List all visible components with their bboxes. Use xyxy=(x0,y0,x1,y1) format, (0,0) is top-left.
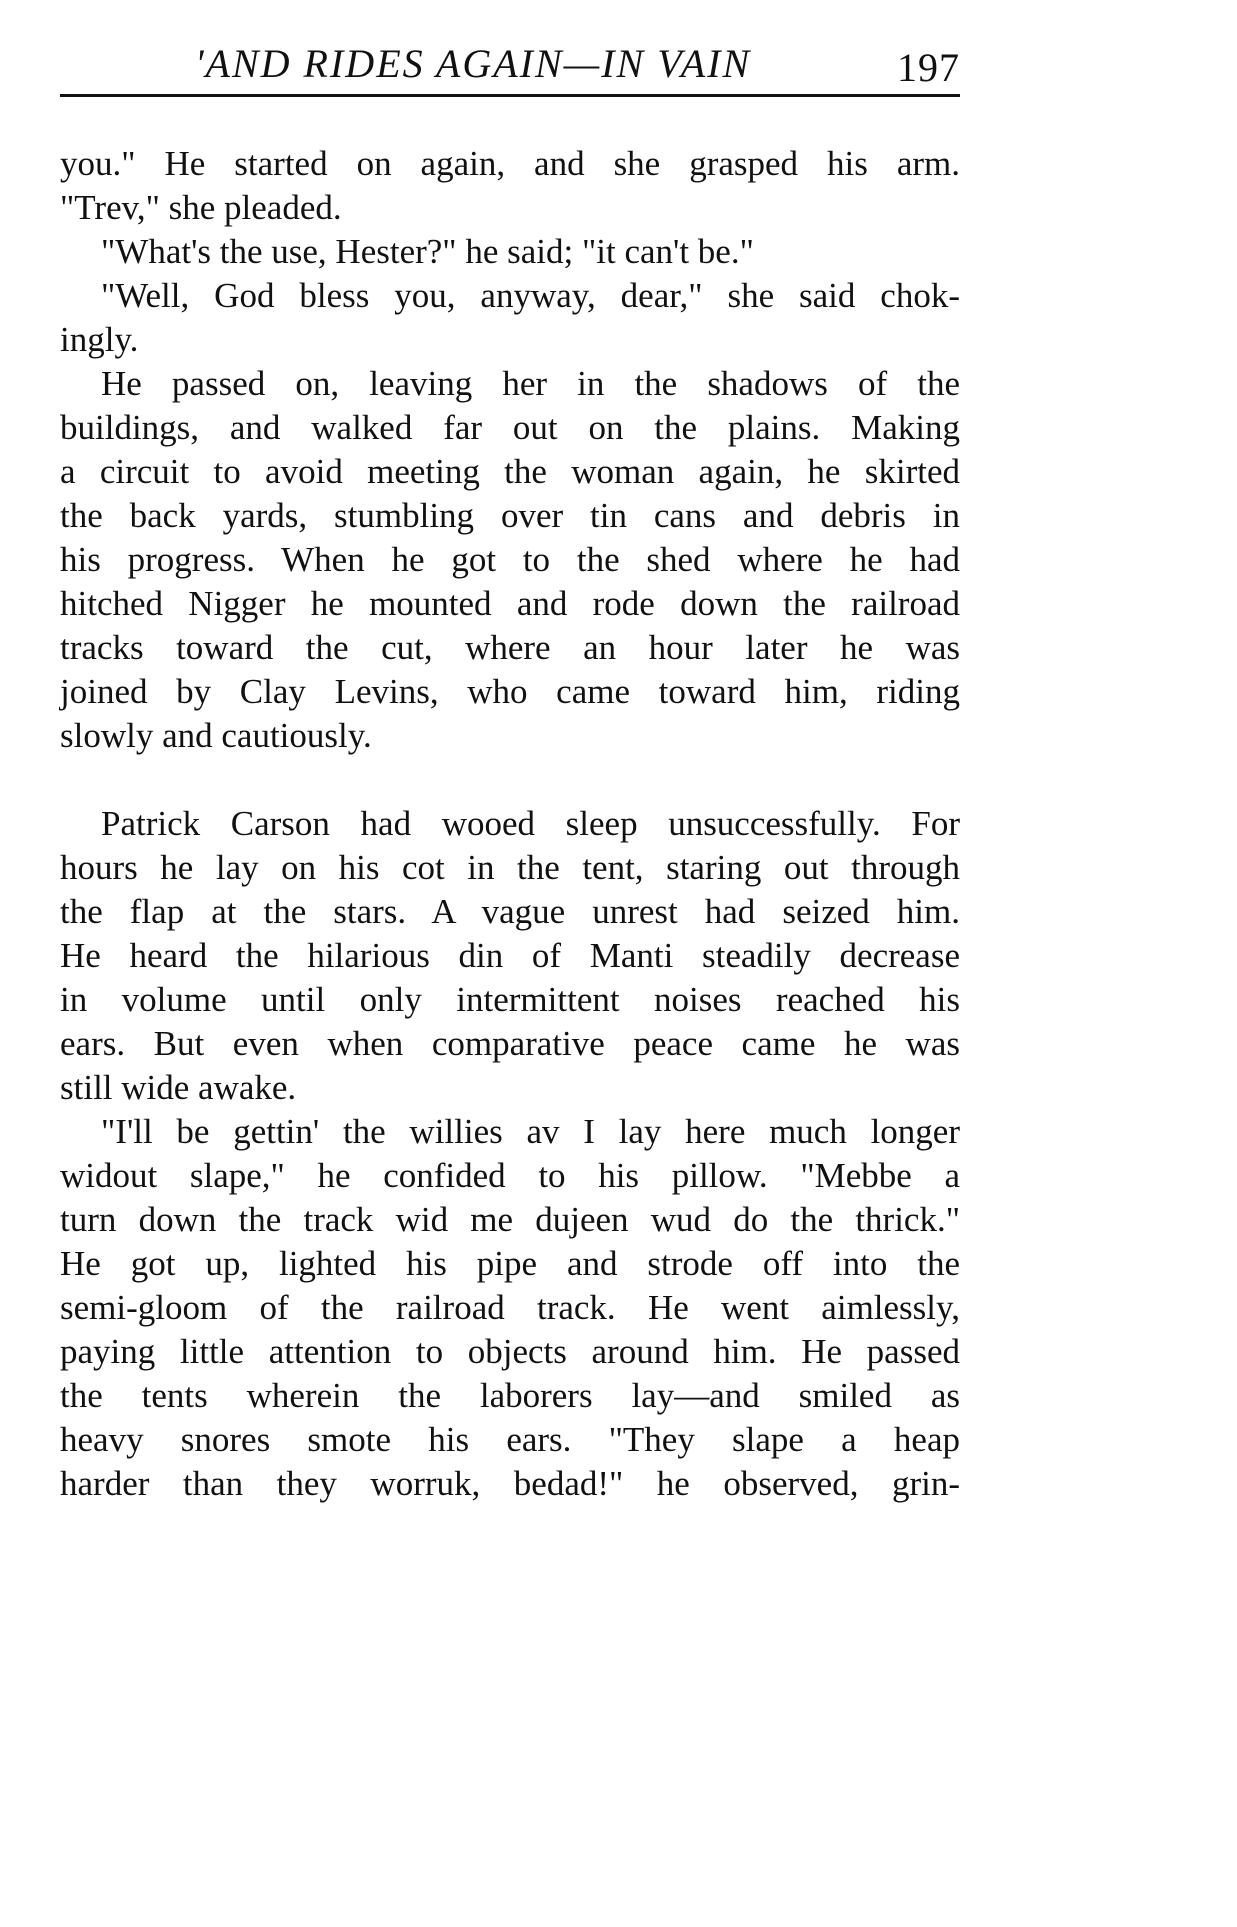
text-line: "What's the use, Hester?" he said; "it can't be." xyxy=(101,232,754,271)
text-line: "I'll be gettin' the willies av I lay here much longer xyxy=(101,1112,960,1151)
text-line: harder than they worruk, bedad!" he observed, grin- xyxy=(60,1464,960,1503)
running-title: 'AND RIDES AGAIN—IN VAIN xyxy=(195,41,752,86)
text-line: the tents wherein the laborers lay—and smiled as xyxy=(60,1376,960,1415)
text-line: semi-gloom of the railroad track. He went aimlessly, xyxy=(60,1288,960,1327)
text-line: widout slape," he confided to his pillow. "Mebbe a xyxy=(60,1156,960,1195)
text-line: turn down the track wid me dujeen wud do the thrick." xyxy=(60,1200,960,1239)
text-line: tracks toward the cut, where an hour later he was xyxy=(60,628,960,667)
text-line: his progress. When he got to the shed where he had xyxy=(60,540,960,579)
text-line: in volume until only intermittent noises reached his xyxy=(60,980,960,1019)
text-line: He got up, lighted his pipe and strode off into the xyxy=(60,1244,960,1283)
page-number: 197 xyxy=(897,45,960,90)
text-line: He heard the hilarious din of Manti steadily decrease xyxy=(60,936,960,975)
text-line: joined by Clay Levins, who came toward him, riding xyxy=(60,672,960,711)
text-line: Patrick Carson had wooed sleep unsuccessfully. For xyxy=(101,804,960,843)
text-line: paying little attention to objects around him. He passed xyxy=(60,1332,960,1371)
text-line: a circuit to avoid meeting the woman again, he skirted xyxy=(60,452,960,491)
text-line: you." He started on again, and she grasped his arm. xyxy=(60,144,960,183)
text-line: hours he lay on his cot in the tent, staring out through xyxy=(60,848,960,887)
section-break xyxy=(60,758,960,802)
text-line: "Trev," she pleaded. xyxy=(60,188,342,227)
text-line: buildings, and walked far out on the plains. Making xyxy=(60,408,960,447)
text-line: the flap at the stars. A vague unrest had seized him. xyxy=(60,892,960,931)
text-line: ears. But even when comparative peace came he was xyxy=(60,1024,960,1063)
text-line: slowly and cautiously. xyxy=(60,716,372,755)
body-text xyxy=(60,142,960,1506)
text-line: "Well, God bless you, anyway, dear," she said chok- xyxy=(101,276,960,315)
text-line: hitched Nigger he mounted and rode down the railroad xyxy=(60,584,960,623)
running-head xyxy=(60,32,960,92)
text-line: still wide awake. xyxy=(60,1068,297,1107)
text-line: He passed on, leaving her in the shadows of the xyxy=(101,364,960,403)
header-rule xyxy=(60,94,960,97)
text-line: ingly. xyxy=(60,320,139,359)
text-line: the back yards, stumbling over tin cans and debris in xyxy=(60,496,960,535)
text-line: heavy snores smote his ears. "They slape a heap xyxy=(60,1420,960,1459)
